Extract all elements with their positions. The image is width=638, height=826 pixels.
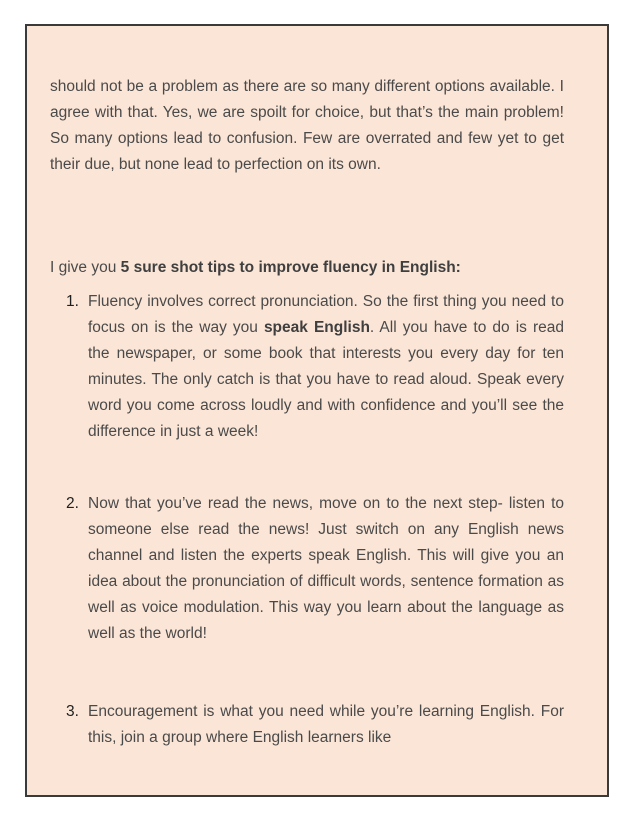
tip-1-text-before: Fluency involves correct pronunciation. So the first thing you need to focus on is the way you xyxy=(88,293,564,336)
list-item-tip-3 xyxy=(66,699,564,751)
tip-1-text xyxy=(88,289,564,445)
tips-intro-heading: 5 sure shot tips to improve fluency in English: xyxy=(120,259,461,276)
list-number: 2. xyxy=(66,495,79,512)
list-number: 3. xyxy=(66,703,79,720)
list-number: 1. xyxy=(66,293,79,310)
tip-2-text: Now that you’ve read the news, move on to the next step- listen to someone else read the news! Just switch on any English news channel and listen the experts speak English. This will give you an idea about the pronunciation of difficult words, sentence formation as well as voice modulation. This way you learn about the language as well as the world! xyxy=(88,495,564,642)
tip-1-text-after: . All you have to do is read the newspaper, or some book that interests you every day for ten minutes. The only catch is that you have to read aloud. Speak every word you come across loudly and with confidence and you’ll see the difference in just a week! xyxy=(88,319,564,440)
list-item-tip-2 xyxy=(66,491,564,647)
paragraph-continuation: should not be a problem as there are so many different options available. I agree with that. Yes, we are spoilt for choice, but that’s the main problem! So many options lead to confusion. Few are overrated and few yet to get their due, but none lead to perfection on its own. xyxy=(50,78,564,173)
tip-1-bold-phrase: speak English xyxy=(263,319,370,336)
tips-intro-prefix: I give you xyxy=(50,259,121,276)
list-item-tip-1 xyxy=(66,289,564,445)
tip-3-text: Encouragement is what you need while you’re learning English. For this, join a group where English learners like xyxy=(88,703,564,746)
tips-intro xyxy=(50,255,564,281)
